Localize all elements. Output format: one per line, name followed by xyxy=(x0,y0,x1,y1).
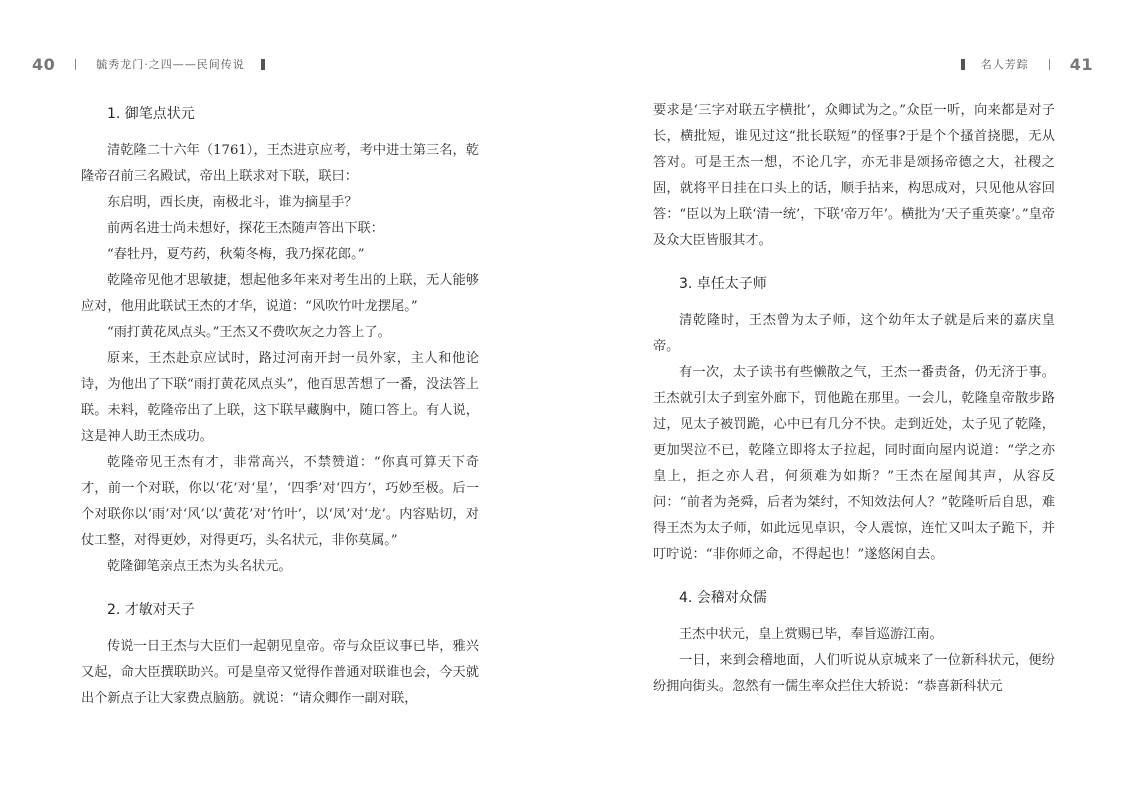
right-page xyxy=(567,0,1133,799)
paragraph: 乾隆帝见王杰有才，非常高兴，不禁赞道：“你真可算天下奇才，前一个对联，你以‘花’对‘星’，‘四季’对‘四方’，巧妙至极。后一个对联你以‘雨’对‘风’以‘黄花’对‘竹叶’，以‘凤’对‘龙’。内容贴切，对仗工整，对得更妙，对得更巧，头名状元，非你莫属。” xyxy=(81,455,479,548)
running-title-left: 毓秀龙门·之四——民间传说 xyxy=(96,58,245,71)
paragraph: 前两名进士尚未想好，探花王杰随声答出下联： xyxy=(107,221,384,236)
header-block-mark xyxy=(261,59,265,70)
right-body xyxy=(653,98,1055,700)
paragraph: 有一次，太子读书有些懒散之气，王杰一番责备，仍无济于事。王杰就引太子到室外廊下，罚他跪在那里。一会儿，乾隆皇帝散步路过，见太子被罚跪，心中已有几分不快。走到近处，太子见了乾隆，更加哭泣不已，乾隆立即将太子拉起，同时面向屋内说道：“学之亦皇上，拒之亦人君，何须难为如斯？”王杰在屋闻其声，从容反问：“前者为尧舜，后者为桀纣，不知效法何人？”乾隆听后自思，难得王杰为太子师，如此远见卓识，令人震惊，连忙又叫太子跪下，并叮咛说：“非你师之命，不得起也！”遂悠闲自去。 xyxy=(653,365,1055,562)
left-body xyxy=(81,98,479,712)
paragraph: 乾隆帝见他才思敏捷，想起他多年来对考生出的上联，无人能够应对，他用此联试王杰的才华，说道：“风吹竹叶龙摆尾。” xyxy=(81,273,479,314)
paragraph: “春牡丹，夏芍药，秋菊冬梅，我乃探花郎。” xyxy=(107,247,365,262)
section-title: 2. 才敏对天子 xyxy=(107,602,195,618)
running-title-right: 名人芳踪 xyxy=(980,58,1029,71)
paragraph: “雨打黄花凤点头。”王杰又不费吹灰之力答上了。 xyxy=(107,325,391,340)
left-page xyxy=(0,0,566,799)
paragraph: 原来，王杰赴京应试时，路过河南开封一员外家，主人和他论诗，为他出了下联“雨打黄花凤点头”，他百思苦想了一番，没法答上联。未料，乾隆帝出了上联，这下联早藏胸中，随口答上。有人说，这是神人助王杰成功。 xyxy=(81,351,479,444)
paragraph: 传说一日王杰与大臣们一起朝见皇帝。帝与众臣议事已毕，雅兴又起，命大臣撰联助兴。可是皇帝又觉得作普通对联谁也会，今天就出个新点子让大家费点脑筋。就说：“请众卿作一副对联， xyxy=(81,639,479,706)
paragraph: 王杰中状元，皇上赏赐已毕，奉旨巡游江南。 xyxy=(679,627,943,642)
paragraph: 清乾隆二十六年（1761），王杰进京应考，考中进士第三名，乾隆帝召前三名殿试，帝出上联求对下联，联曰： xyxy=(81,143,479,184)
header-divider xyxy=(1049,59,1050,70)
section-title: 1. 御笔点状元 xyxy=(107,106,195,122)
left-running-header xyxy=(32,52,281,76)
right-running-header xyxy=(945,52,1093,76)
page-number-right: 41 xyxy=(1069,54,1093,74)
header-block-mark xyxy=(961,59,965,70)
paragraph: 乾隆御笔亲点王杰为头名状元。 xyxy=(107,559,292,574)
header-divider xyxy=(75,59,76,70)
section-title: 3. 卓任太子师 xyxy=(679,276,767,292)
page-number-left: 40 xyxy=(32,54,56,74)
paragraph: 清乾隆时，王杰曾为太子师，这个幼年太子就是后来的嘉庆皇帝。 xyxy=(653,313,1055,354)
paragraph: 东启明，西长庚，南极北斗，谁为摘星手？ xyxy=(107,195,358,210)
paragraph: 一日，来到会稽地面，人们听说从京城来了一位新科状元，便纷纷拥向街头。忽然有一儒生率众拦住大轿说：“恭喜新科状元 xyxy=(653,653,1055,694)
paragraph-continued: 要求是‘三字对联五字横批’，众卿试为之。”众臣一听，向来都是对子长，横批短，谁见过这“批长联短”的怪事?于是个个搔首挠腮，无从答对。可是王杰一想，不论几字，亦无非是颂扬帝德之大，社稷之固，就将平日挂在口头上的话，顺手拈来，构思成对，只见他从容回答：“臣以为上联‘清一统’，下联‘帝万年’。横批为‘天子重英豪’。”皇帝及众大臣皆服其才。 xyxy=(653,103,1055,248)
section-title: 4. 会稽对众儒 xyxy=(679,590,767,606)
